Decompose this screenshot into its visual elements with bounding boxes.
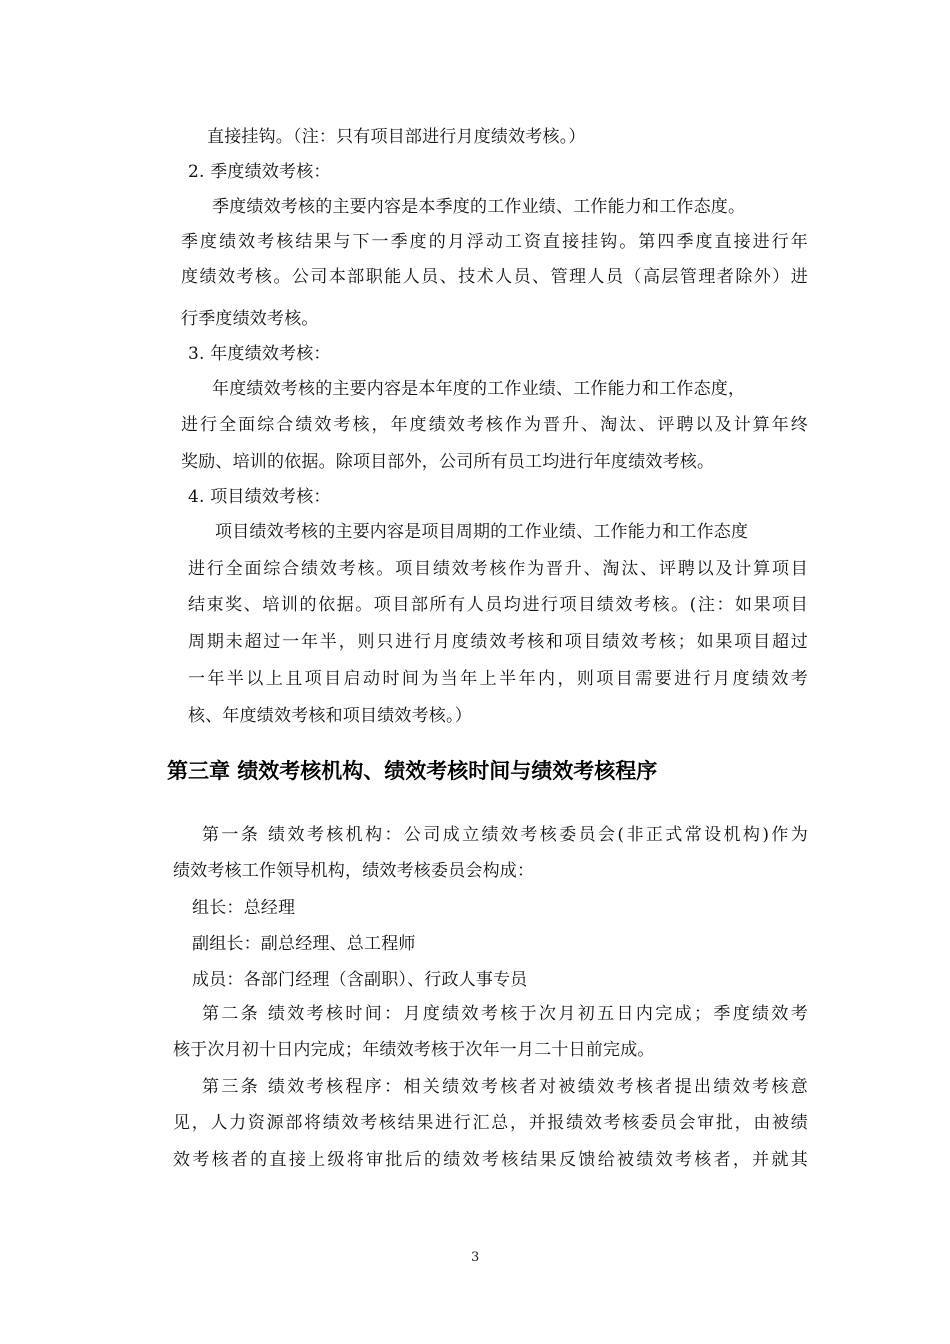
- paragraph-line: 季度绩效考核结果与下一季度的月浮动工资直接挂钩。第四季度直接进行年: [181, 232, 808, 252]
- section-heading-quarterly: 2. 季度绩效考核：: [188, 162, 331, 182]
- article-line: 第三条 绩效考核程序：相关绩效考核者对被绩效考核者提出绩效考核意: [202, 1077, 808, 1097]
- paragraph-line: 进行全面综合绩效考核。项目绩效考核作为晋升、淘汰、评聘以及计算项目: [188, 559, 808, 579]
- article-line: 核于次月初十日内完成；年绩效考核于次年一月二十日前完成。: [173, 1040, 655, 1060]
- paragraph-line: 奖励、培训的依据。除项目部外，公司所有员工均进行年度绩效考核。: [181, 452, 715, 472]
- article-line: 绩效考核工作领导机构，绩效考核委员会构成：: [173, 861, 535, 881]
- article-line: 第二条 绩效考核时间：月度绩效考核于次月初五日内完成；季度绩效考: [202, 1004, 808, 1024]
- paragraph-line: 一年半以上且项目启动时间为当年上半年内，则项目需要进行月度绩效考: [188, 669, 808, 689]
- paragraph-line: 核、年度绩效考核和项目绩效考核。）: [188, 706, 472, 726]
- paragraph-line: 年度绩效考核的主要内容是本年度的工作业绩、工作能力和工作态度，: [212, 379, 746, 399]
- committee-members: 成员：各部门经理（含副职）、行政人事专员: [192, 970, 528, 990]
- paragraph-line: 季度绩效考核的主要内容是本季度的工作业绩、工作能力和工作态度。: [212, 197, 746, 217]
- committee-deputy: 副组长：副总经理、总工程师: [192, 934, 416, 954]
- paragraph-line: 直接挂钩。（注：只有项目部进行月度绩效考核。）: [207, 127, 586, 147]
- chapter-heading: 第三章 绩效考核机构、绩效考核时间与绩效考核程序: [167, 759, 658, 783]
- paragraph-line: 进行全面综合绩效考核，年度绩效考核作为晋升、淘汰、评聘以及计算年终: [181, 415, 808, 435]
- paragraph-line: 结束奖、培训的依据。项目部所有人员均进行项目绩效考核。(注：如果项目: [188, 595, 808, 615]
- article-line: 效考核者的直接上级将审批后的绩效考核结果反馈给被绩效考核者，并就其: [173, 1150, 808, 1170]
- section-heading-project: 4. 项目绩效考核：: [188, 487, 331, 507]
- committee-leader: 组长：总经理: [192, 898, 296, 918]
- page-number: 3: [471, 1250, 480, 1265]
- paragraph-line: 行季度绩效考核。: [181, 309, 319, 329]
- section-heading-annual: 3. 年度绩效考核：: [188, 344, 331, 364]
- article-line: 第一条 绩效考核机构：公司成立绩效考核委员会(非正式常设机构)作为: [202, 825, 808, 845]
- paragraph-line: 度绩效考核。公司本部职能人员、技术人员、管理人员（高层管理者除外）进: [181, 267, 808, 287]
- paragraph-line: 周期未超过一年半，则只进行月度绩效考核和项目绩效考核；如果项目超过: [188, 632, 808, 652]
- article-line: 见，人力资源部将绩效考核结果进行汇总，并报绩效考核委员会审批，由被绩: [173, 1113, 808, 1133]
- paragraph-line: 项目绩效考核的主要内容是项目周期的工作业绩、工作能力和工作态度: [215, 522, 749, 542]
